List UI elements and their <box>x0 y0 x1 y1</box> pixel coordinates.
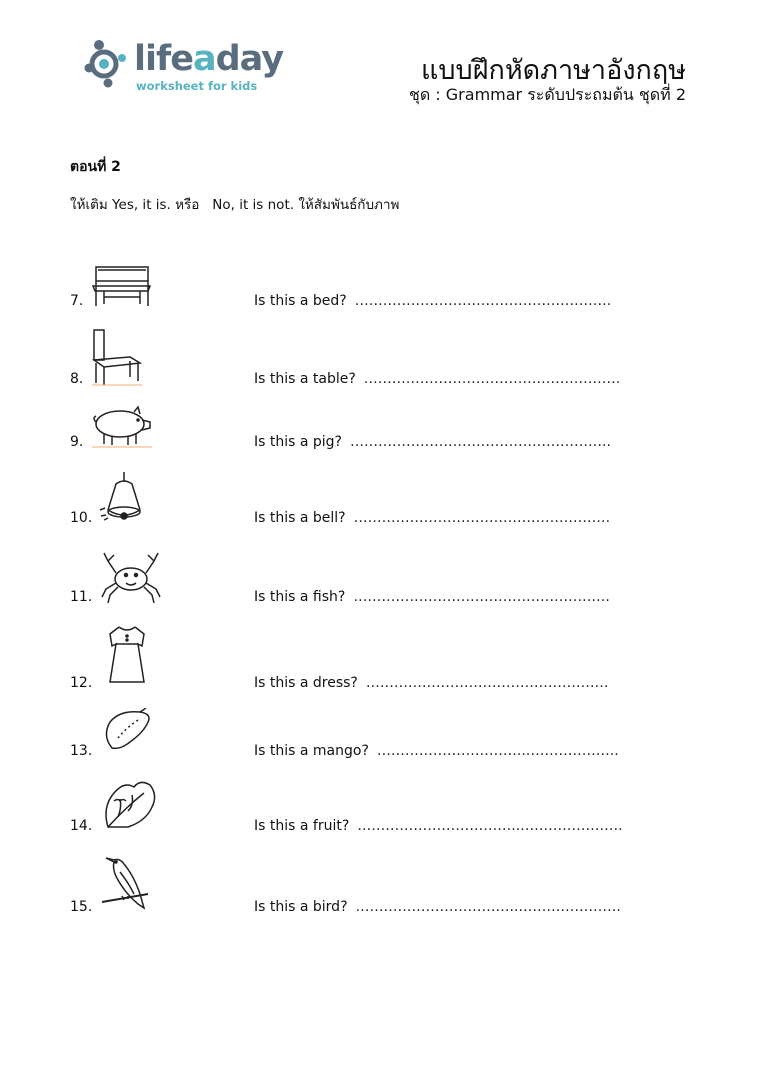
answer-blank[interactable]: ……………………………..…………………. <box>357 818 623 834</box>
worksheet-subtitle: ชุด : Grammar ระดับประถมต้น ชุดที่ 2 <box>408 85 686 104</box>
answer-blank[interactable]: ………………………………………………. <box>353 510 611 526</box>
crab-icon <box>100 547 162 609</box>
chair-icon <box>90 327 144 391</box>
logo-wordmark: lifeaday <box>134 39 284 79</box>
worksheet-title: แบบฝึกหัดภาษาอังกฤษ <box>421 55 686 86</box>
instruction-text: ให้เติม Yes, it is. หรือ No, it is not. ให้สัมพันธ์กับภาพ <box>70 197 400 213</box>
question-number: 13. <box>70 743 93 759</box>
lettuce-icon <box>100 777 160 837</box>
question-text: Is this a mango? …………………………..……………….. <box>254 743 619 759</box>
answer-blank[interactable]: ……………………………………………. <box>365 675 609 691</box>
section-title: ตอนที่ 2 <box>70 159 121 175</box>
question-text: Is this a pig? ……………………………………………….. <box>254 434 611 450</box>
bench-icon <box>90 264 154 314</box>
question-text: Is this a table? ………………………………………………. <box>254 371 621 387</box>
question-text: Is this a bird? ……………………………..…………………. <box>254 899 621 915</box>
question-text: Is this a fruit? ……………………………..…………………. <box>254 818 623 834</box>
answer-blank[interactable]: ……………………………..…………………. <box>355 899 621 915</box>
answer-blank[interactable]: ……………………………………………….. <box>350 434 611 450</box>
question-number: 9. <box>70 434 84 450</box>
question-number: 15. <box>70 899 93 915</box>
lifeaday-logo <box>82 38 282 98</box>
dress-icon <box>102 624 152 690</box>
question-text: Is this a bed? ………………………………………………. <box>254 293 612 309</box>
question-number: 11. <box>70 589 93 605</box>
question-number: 12. <box>70 675 93 691</box>
question-text: Is this a dress? ……………………………………………. <box>254 675 609 691</box>
answer-blank[interactable]: …………………………..……………….. <box>376 743 619 759</box>
answer-blank[interactable]: ………………………………………………. <box>363 371 621 387</box>
molecule-logo-icon <box>82 38 132 90</box>
question-number: 14. <box>70 818 93 834</box>
question-number: 8. <box>70 371 84 387</box>
answer-blank[interactable]: ………………………………………………. <box>353 589 610 605</box>
question-number: 7. <box>70 293 84 309</box>
question-text: Is this a bell? ………………………………………………. <box>254 510 611 526</box>
mango-icon <box>100 708 154 756</box>
answer-blank[interactable]: ………………………………………………. <box>354 293 612 309</box>
pig-icon <box>90 404 154 454</box>
logo-tagline: worksheet for kids <box>136 79 258 93</box>
bird-icon <box>100 854 150 918</box>
bell-icon <box>98 470 150 530</box>
question-text: Is this a fish? ………………………………………………. <box>254 589 610 605</box>
question-number: 10. <box>70 510 93 526</box>
